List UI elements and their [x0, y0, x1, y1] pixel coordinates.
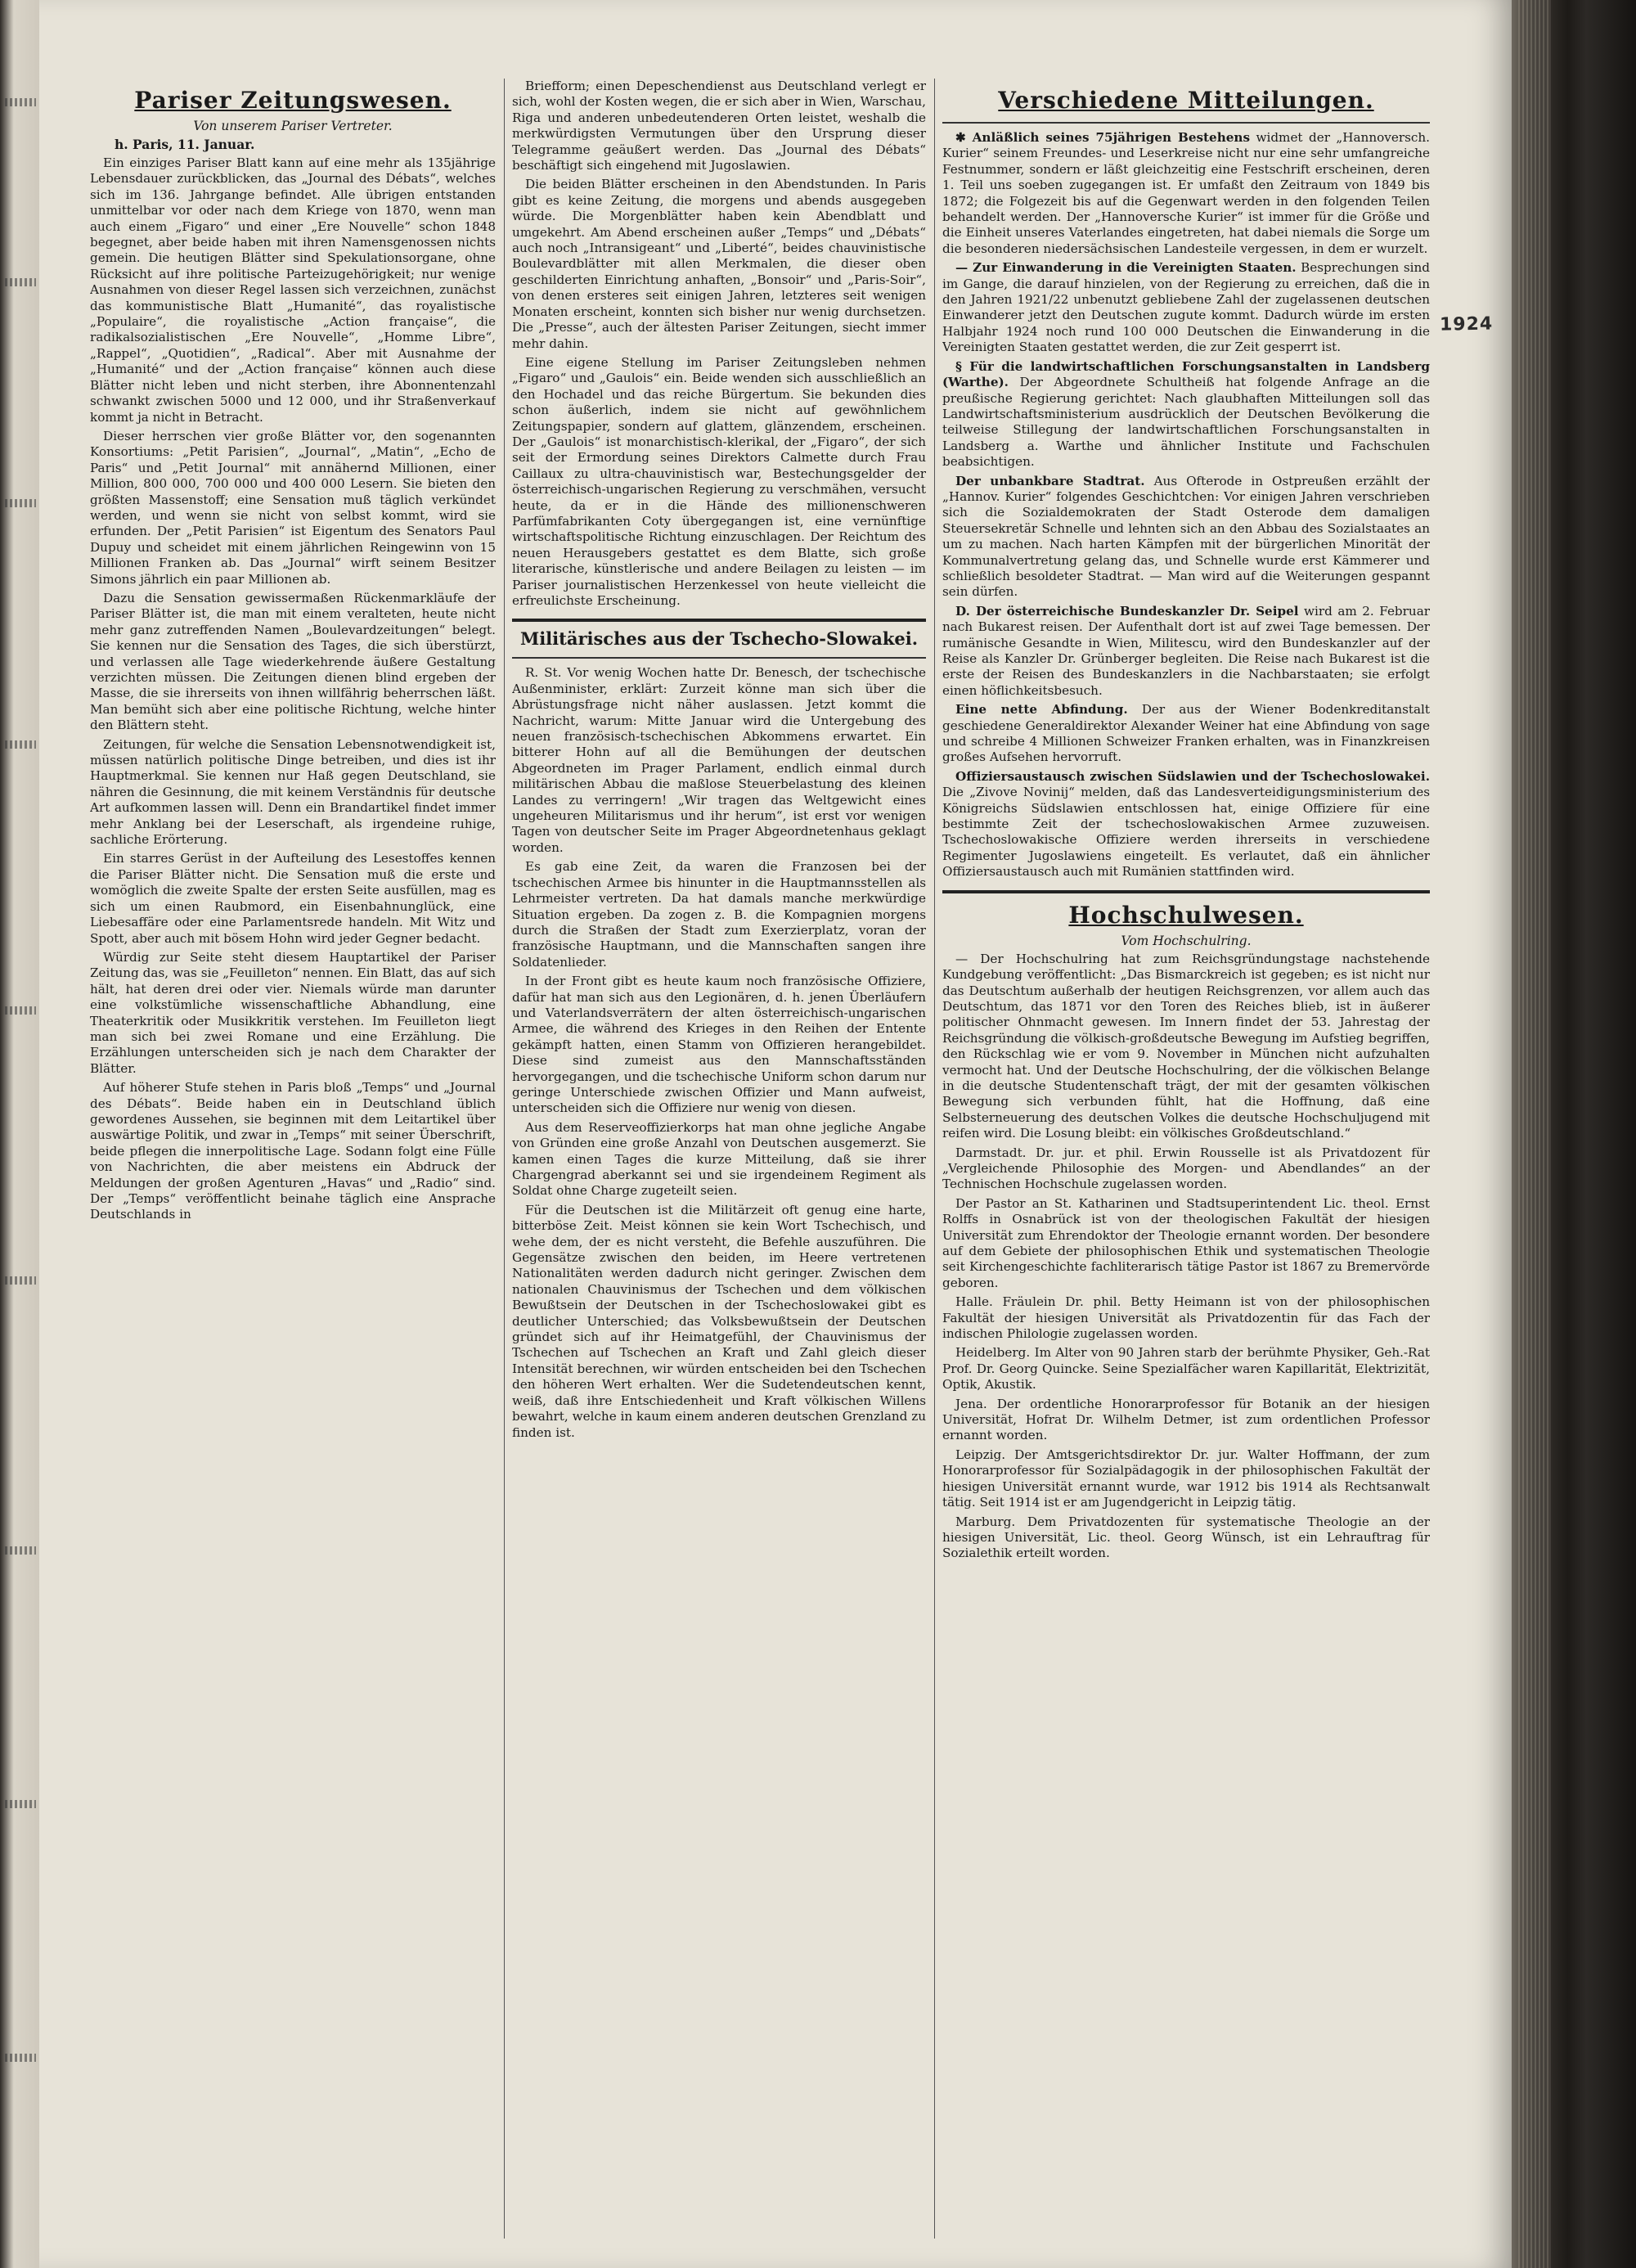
paragraph: Eine eigene Stellung im Pariser Zeitungsleben nehmen „Figaro“ und „Gaulois“ ein. Beide wenden sich ausschließlich an den Hochadel und das reiche Bürgertum. Sie bekunden dies schon äußerlich, indem sie nicht auf gewöhnlichem Zeitungspapier, sondern auf glattem, glänzendem, erscheinen. Der „Gaulois“ ist monarchistisch-klerikal, der „Figaro“, der sich seit der Ermordung seines Direktors Calmette durch Frau Caillaux zu ultra-chauvinistisch war, Bestechungsgelder der österreichisch-ungarischen Regierung zu verschmähen, versucht heute, da er in die Hände des millionenschweren Parfümfabrikanten Coty übergegangen ist, eine vernünftige wirtschaftspolitische Richtung einzuschlagen. Der Reichtum des neuen Herausgebers gestattet es dem Blatte, sich große literarische, künstlerische und andere Beilagen zu leisten — im Pariser journalistischen Herzenkessel von heute vielleicht die erfreulichste Erscheinung.: [512, 354, 926, 608]
notice-lead: — Zur Einwanderung in die Vereinigten Staaten.: [955, 260, 1297, 276]
page-edge-number: 1924: [1439, 313, 1494, 335]
paragraph: Briefform; einen Depeschendienst aus Deutschland verlegt er sich, wohl der Kosten wegen, die er sich aber in Wien, Warschau, Riga und anderen unbedeutenderen Orten leistet, weshalb die merkwürdigsten Vermutungen über den Ursprung dieser Telegramme geäußert werden. Das „Journal des Débats“ beschäftigt sich eingehend mit Jugoslawien.: [512, 79, 926, 173]
article-dateline: h. Paris, 11. Januar.: [115, 137, 255, 152]
notice-lead: ✱ Anläßlich seines 75jährigen Bestehens: [955, 130, 1251, 145]
notice-item: [942, 130, 1430, 257]
paragraph: Für die Deutschen ist die Militärzeit oft genug eine harte, bitterböse Zeit. Meist können sie kein Wort Tschechisch, und wehe dem, der es nicht versteht, die Befehle auszuführen. Die Gegensätze zwischen den beiden, im Heere vertretenen Nationalitäten werden dadurch nicht geringer. Zwischen dem nationalen Chauvinismus der Tschechen und dem völkischen Bewußtsein der Deutschen in der Tschechoslowakei gibt es deutlicher Unterschied; das Volksbewußtsein der Deutschen gründet sich auf ihr Heimatgefühl, der Chauvinismus der Tschechen auf Tschechen an Kraft und Zahl gleich dieser Intensität berechnen, wir würden entscheiden bei den Tschechen den höheren Wert erhalten. Wer die Sudetendeutschen kennt, weiß, daß ihre Entschiedenheit und Kraft völkischen Willens bewahrt, welche in kaum einem anderen deutschen Grenzland zu finden ist.: [512, 1202, 926, 1440]
paragraph: Halle. Fräulein Dr. phil. Betty Heimann ist von der philosophischen Fakultät der hiesigen Universität als Privatdozentin für das Fach der indischen Philologie zugelassen worden.: [942, 1294, 1430, 1342]
notice-item: [942, 769, 1430, 880]
column-pariser-zeitungswesen: [90, 79, 496, 2239]
section-subheading: Vom Hochschulring.: [1121, 933, 1252, 948]
paragraph: Darmstadt. Dr. jur. et phil. Erwin Rousselle ist als Privatdozent für „Vergleichende Philosophie des Morgen- und Abendlandes“ an der Technischen Hochschule zugelassen worden.: [942, 1145, 1430, 1192]
article-heading: Pariser Zeitungswesen.: [134, 87, 452, 114]
column-rule: [504, 79, 505, 2239]
paragraph: Jena. Der ordentliche Honorarprofessor für Botanik an der hiesigen Universität, Hofrat Dr. Wilhelm Detmer, ist zum ordentlichen Professor ernannt worden.: [942, 1396, 1430, 1443]
adjacent-page-strip: [0, 0, 39, 2268]
notice-lead: Offiziersaustausch zwischen Südslawien und der Tschechoslowakei.: [955, 768, 1430, 784]
notice-item: [942, 702, 1430, 766]
article-heading: Militärisches aus der Tschecho-Slowakei.: [519, 628, 919, 650]
paragraph: Aus dem Reserveoffizierkorps hat man ohne jegliche Angabe von Gründen eine große Anzahl von Deutschen ausgemerzt. Sie kamen einen Tages die kurze Mitteilung, daß sie ihrer Chargengrad aberkannt sei und sie irgendeinem Regiment als Soldat ohne Charge zugeteilt seien.: [512, 1119, 926, 1199]
notice-text: Der Abgeordnete Schultheiß hat folgende Anfrage an die preußische Regierung gerichtet: Nach glaubhaften Mitteilungen soll das Landwirtschaftsministerium ausdrücklich der Deutschen Bevölkerung die teilweise Stillegung der landwirtschaftlichen Forschungsanstalten in Landsberg a. Warthe und ähnlicher Institute und Fachschulen beabsichtigen.: [942, 375, 1430, 470]
paragraph: Würdig zur Seite steht diesem Hauptartikel der Pariser Zeitung das, was sie „Feuilleton“ nennen. Ein Blatt, das auf sich hält, hat deren drei oder vier. Niemals würde man darunter eine volkstümliche wissenschaftliche Abhandlung, eine Theaterkritik oder Musikkritik verstehen. Im Feuilleton liegt man sich bei zwei Romane und eine Erzählung. Die Erzählungen unterscheiden sich je nach dem Charakter der Blätter.: [90, 949, 496, 1076]
paragraph: R. St. Vor wenig Wochen hatte Dr. Benesch, der tschechische Außenminister, erklärt: Zurzeit könne man sich über die Abrüstungsfrage nicht näher auslassen. Jetzt kommt die Nachricht, warum: Mitte Januar wird die Untergebung des neuen französisch-tschechischen Abkommens erwartet. Ein bitterer Hohn auf all die Bemühungen der deutschen Abgeordneten im Prager Parlament, endlich einmal durch militärischen Abbau die maßlose Steuerbelastung des kleinen Landes zu verringern! „Wir tragen das Weltgewicht eines ungeheuren Militarismus und ihr herum“, ist erst vor wenigen Tagen von deutscher Seite im Prager Abgeordnetenhaus geklagt worden.: [512, 665, 926, 855]
notice-item: [942, 260, 1430, 355]
paragraph: Auf höherer Stufe stehen in Paris bloß „Temps“ und „Journal des Débats“. Beide haben ein in Deutschland üblich gewordenes Aussehen, sie beginnen mit dem Leitartikel über auswärtige Politik, und zwar in „Temps“ mit seiner Überschrift, beide pflegen die innerpolitische Lage. Sodann folgt eine Fülle von Nachrichten, die aber meistens ein Abdruck der Meldungen der großen Agenturen „Havas“ und „Radio“ sind. Der „Temps“ veröffentlicht beinahe täglich eine Ansprache Deutschlands in: [90, 1080, 496, 1222]
notice-lead: Eine nette Abfindung.: [955, 702, 1128, 718]
column-middle: [512, 79, 926, 2239]
column-rule: [934, 79, 935, 2239]
notice-text: widmet der „Hannoversch. Kurier“ seinem Freundes- und Leserkreise nicht nur eine sehr umfangreiche Festnummer, sondern er läßt gleichzeitig eine Festschrift erscheinen, deren 1. Teil uns soeben zugegangen ist. Er umfaßt den Zeitraum von 1849 bis 1872; die Folgezeit bis auf die Gegenwart werden in den folgenden Teilen behandelt werden. Der „Hannoversche Kurier“ ist immer für die Größe und die Einheit unseres Vaterlandes eingetreten, hat dabei niemals die Sorge um die besonderen niedersächsischen Landesteile vergessen, in dem er wurzelt.: [942, 130, 1430, 256]
notice-item: [942, 604, 1430, 699]
notice-lead: § Für die landwirtschaftlichen Forschungsanstalten in Landsberg (Warthe).: [942, 358, 1430, 390]
notice-lead: Der unbankbare Stadtrat.: [955, 473, 1145, 488]
section-heading: Hochschulwesen.: [1068, 901, 1304, 929]
section-heading: Verschiedene Mitteilungen.: [998, 87, 1374, 114]
notice-text: Aus Ofterode in Ostpreußen erzählt der „Hannov. Kurier“ folgendes Geschichtchen: Vor einigen Jahren verschrieben sich die Sozialdemokraten der Stadt Osterode dem damaligen Steuersekretär Schnelle und lehnten sich an den Abbau des Sozialstaates an um zu machen. Nach harten Kämpfen mit der bürgerlichen Minorität der Kommunalvertretung gelang das, und Schnelle wurde erst Kämmerer und schließlich besoldeter Stadtrat. — Man wird auf die Weiterungen gespannt sein dürfen.: [942, 473, 1430, 600]
paragraph: Ein einziges Pariser Blatt kann auf eine mehr als 135jährige Lebensdauer zurückblicken, das „Journal des Débats“, welches sich im 136. Jahrgange befindet. Alle übrigen entstanden unmittelbar vor oder nach dem Kriege von 1870, wenn man auch einem „Figaro“ und einer „Ere Nouvelle“ schon 1848 begegnet, aber beide haben mit ihren Namensgenossen nichts gemein. Die heutigen Blätter sind Spekulationsorgane, ohne Rücksicht auf ihre politische Parteizugehörigkeit; nur wenige Ausnahmen von dieser Regel lassen sich verzeichnen, zunächst das kommunistische Blatt „Humanité“, das royalistische „Populaire“, die royalistische „Action française“, die radikalsozialistischen „Ere Nouvelle“, „Homme Libre“, „Rappel“, „Quotidien“, „Radical“. Aber mit Ausnahme der „Humanité“ und der „Action française“ können auch diese Blätter nicht leben und nicht sterben, ihre Abonnentenzahl schwankt zwischen 5000 und 12 000, und ihr Straßenverkauf kommt ja nicht in Betracht.: [90, 155, 496, 425]
notice-item: [942, 474, 1430, 601]
paragraph: Zeitungen, für welche die Sensation Lebensnotwendigkeit ist, müssen natürlich politische Dinge betreiben, und dies ist ihr Hauptmerkmal. Sie kennen nur Haß gegen Deutschland, sie nähren die Gesinnung, die mit keinem Verständnis für deutsche Art aufkommen lassen will. Denn ein Brandartikel findet immer mehr Anklang bei der Leserschaft, als irgendeine ruhige, sachliche Erörterung.: [90, 736, 496, 848]
notice-lead: D. Der österreichische Bundeskanzler Dr. Seipel: [955, 603, 1299, 619]
paragraph: — Der Hochschulring hat zum Reichsgründungstage nachstehende Kundgebung veröffentlicht: „Das Bismarckreich ist gegeben; es ist nicht nur das Deutschtum außerhalb der heutigen Reichsgrenzen, vor allem auch das Deutschtum, das 1871 vor den Toren des Reiches blieb, ist in äußerer politischer Ohnmacht gewesen. Im Innern findet der 53. Jahrestag der Reichsgründung die völkisch-großdeutsche Bewegung im Aufstieg begriffen, den Rückschlag wie er vom 9. November in München nicht aufzuhalten vermocht hat. Und der Deutsche Hochschulring, der die völkischen Belange in die deutsche Studentenschaft trägt, der mit der gesamten völkischen Bewegung sich verbunden fühlt, hat die Hoffnung, daß eine Selbsterneuerung des deutschen Volkes die deutsche Hochschuljugend mit reifen wird. Die Losung bleibt: ein völkisches Großdeutschland.“: [942, 951, 1430, 1141]
binding-edge: [1512, 0, 1636, 2268]
paragraph: Ein starres Gerüst in der Aufteilung des Lesestoffes kennen die Pariser Blätter nicht. Die Sensation muß die erste und womöglich die zweite Spalte der ersten Seite ausfüllen, mag es sich um einen Raubmord, ein Eisenbahnunglück, eine Liebesaffäre oder eine Parlamentsrede handeln. Mit Witz und Spott, aber auch mit bösem Hohn wird jeder Gegner bedacht.: [90, 851, 496, 946]
paragraph: Leipzig. Der Amtsgerichtsdirektor Dr. jur. Walter Hoffmann, der zum Honorarprofessor für Sozialpädagogik in der philosophischen Fakultät der hiesigen Universität ernannt wurde, war 1912 bis 1914 als Rechtsanwalt tätig. Seit 1914 ist er am Jugendgericht in Leipzig tätig.: [942, 1447, 1430, 1510]
heading-rule: [512, 657, 926, 659]
column-right: [942, 79, 1430, 2239]
section-divider: [512, 619, 926, 622]
notice-text: Der aus der Wiener Bodenkreditanstalt geschiedene Generaldirektor Alexander Weiner hat eine Abfindung von sage und schreibe 4 Millionen Schweizer Franken erhalten, was in Finanzkreisen großes Aufsehen hervorruft.: [942, 702, 1430, 765]
paragraph: Die beiden Blätter erscheinen in den Abendstunden. In Paris gibt es keine Zeitung, die morgens und abends ausgegeben würde. Die Morgenblätter haben kein Abendblatt und umgekehrt. Am Abend erscheinen außer „Temps“ und „Débats“ auch noch „Intransigeant“ und „Liberté“, beides chauvinistische Boulevardblätter mit allen Merkmalen, die dieser oben geschilderten Einrichtung anhaften, „Bonsoir“ und „Paris-Soir“, von denen ersteres seit einigen Jahren, letzteres seit wenigen Monaten erscheint, konnten sich bisher nur wenig durchsetzen. Die „Presse“, auch der ältesten Pariser Zeitungen, siecht immer mehr dahin.: [512, 177, 926, 351]
paragraph: Marburg. Dem Privatdozenten für systematische Theologie an der hiesigen Universität, Lic. theol. Georg Wünsch, ist ein Lehrauftrag für Sozialethik erteilt worden.: [942, 1514, 1430, 1561]
paragraph: In der Front gibt es heute kaum noch französische Offiziere, dafür hat man sich aus den Legionären, d. h. jenen Überläufern und Vaterlandsverrätern der alten österreichisch-ungarischen Armee, die während des Krieges in den Reihen der Entente gekämpft hatten, einen Stamm von Offizieren herangebildet. Diese sind zumeist aus den Mannschaftsständen hervorgegangen, und die tschechische Uniform schon darum nur geringe Unterschiede zwischen Offizier und Mann aufweist, unterscheiden sich die Offiziere nur wenig von diesen.: [512, 974, 926, 1116]
paragraph: Es gab eine Zeit, da waren die Franzosen bei der tschechischen Armee bis hinunter in die Hauptmannsstellen als Lehrmeister vertreten. Da hat damals manche merkwürdige Situation ergeben. Da zogen z. B. die Kompagnien morgens durch die Straßen der Stadt zum Exerzierplatz, voran der französische Hauptmann, und die Mannschaften sangen ihre Soldatenlieder.: [512, 859, 926, 970]
paragraph: Dieser herrschen vier große Blätter vor, den sogenannten Konsortiums: „Petit Parisien“, „Journal“, „Matin“, „Echo de Paris“ und „Petit Journal“ mit annähernd Millionen, einer Million, 800 000, 700 000 und 400 000 Lesern. Sie bieten den größten Massenstoff; eine Sensation muß täglich verkündet werden, und wenn sie nicht von selbst kommt, wird sie erfunden. Der „Petit Parisien“ ist Eigentum des Senators Paul Dupuy und scheidet mit einem jährlichen Reingewinn von 15 Millionen Franken ab. Das „Journal“ wirft seinem Besitzer Simons jährlich ein paar Millionen ab.: [90, 428, 496, 587]
article-byline: Von unserem Pariser Vertreter.: [193, 119, 393, 133]
section-divider: [942, 890, 1430, 893]
notice-text: Besprechungen sind im Gange, die darauf hinzielen, von der Regierung zu erreichen, daß die in den Jahren 1921/22 unbenutzt gebliebene Zahl der zugelassenen deutschen Einwanderer jetzt den Deutschen zugute kommt. Dadurch würde im ersten Halbjahr 1924 noch rund 100 000 Deutschen die Einwanderung in die Vereinigten Staaten gestattet werden, die zur Zeit gesperrt ist.: [942, 260, 1430, 355]
notice-text: Die „Zivove Novinij“ melden, daß das Landesverteidigungsministerium des Königreichs Südslawien entschlossen hat, einige Offiziere für eine bestimmte Zeit der tschechoslowakischen Armee zuzuweisen. Tschechoslowakische Offiziere werden ihrerseits in verschiedene Regimenter Jugoslawiens eingeteilt. Es verlautet, daß ein ähnlicher Offiziersaustausch auch mit Rumänien stattfinden wird.: [942, 785, 1430, 880]
paragraph: Heidelberg. Im Alter von 90 Jahren starb der berühmte Physiker, Geh.-Rat Prof. Dr. Georg Quincke. Seine Spezialfächer waren Kapillarität, Elektrizität, Optik, Akustik.: [942, 1345, 1430, 1393]
heading-rule: [942, 122, 1430, 124]
paragraph: Der Pastor an St. Katharinen und Stadtsuperintendent Lic. theol. Ernst Rolffs in Osnabrück ist von der theologischen Fakultät der hiesigen Universität zum Ehrendoktor der Theologie ernannt worden. Der besondere auf dem Gebiete der philosophischen Ethik und systematischen Theologie seit Kirchengeschichte fachliterarisch tätige Pastor ist 1867 zu Bremervörde geboren.: [942, 1195, 1430, 1290]
notice-text: wird am 2. Februar nach Bukarest reisen. Der Aufenthalt dort ist auf zwei Tage bemessen. Der rumänische Gesandte in Wien, Militescu, wird den Bundeskanzler auf der Reise als Kanzler Dr. Grünberger begleiten. Die Reise nach Bukarest ist die erste der Reisen des Bundeskanzlers in die Nachbarstaaten; sie erfolgt einen höflichkeitsbesuch.: [942, 603, 1430, 698]
paragraph: Dazu die Sensation gewissermaßen Rückenmarkläufe der Pariser Blätter ist, die man mit einem veralteten, heute nicht mehr ganz zutreffenden Namen „Boulevardzeitungen“ belegt. Sie kennen nur die Sensation des Tages, die sich überstürzt, und verlassen alle Tage wiederkehrende äußere Gestaltung verzichten müssen. Die Zeitungen dienen blind ergeben der Masse, die sie ihrerseits von ihnen willfährig beherrschen läßt. Man bemüht sich aber eine politische Richtung, welche hinter den Blättern steht.: [90, 590, 496, 733]
notice-item: [942, 359, 1430, 470]
